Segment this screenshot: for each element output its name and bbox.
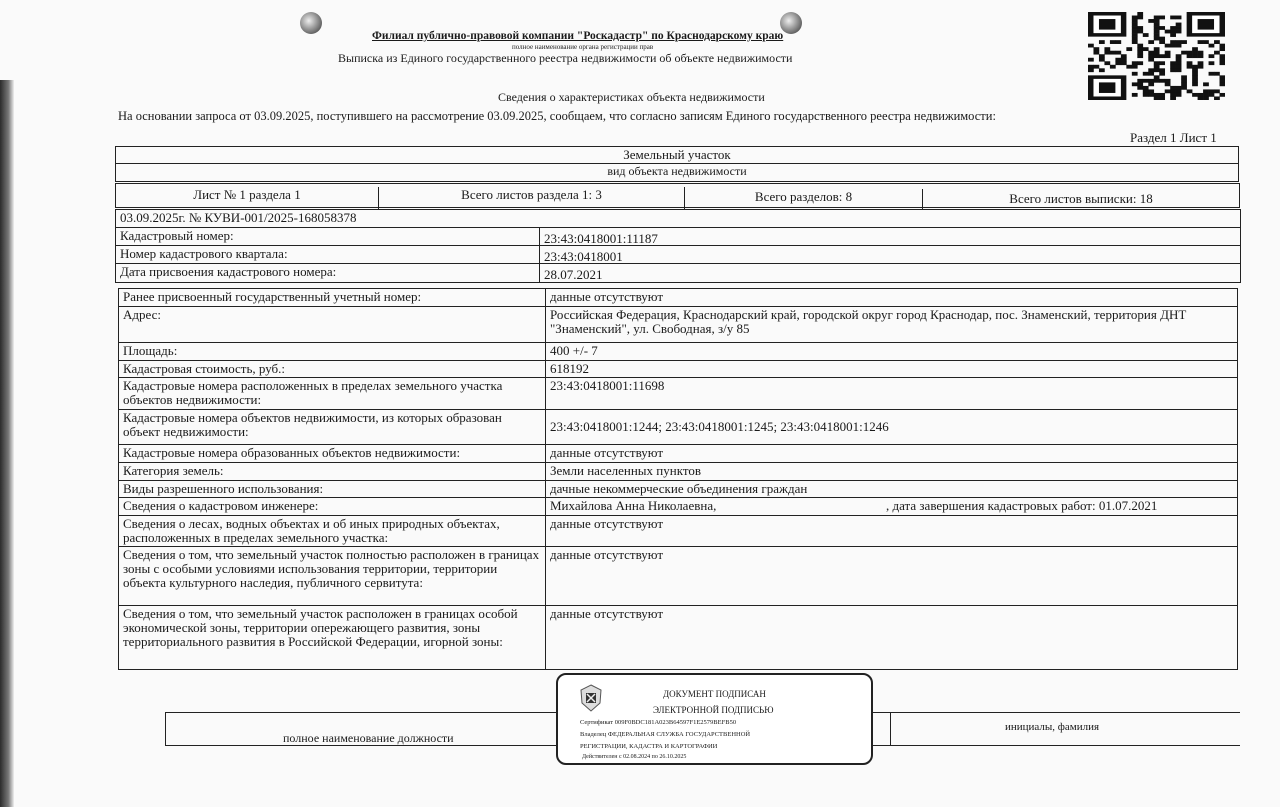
table-row [119, 547, 1238, 606]
signature-divider [165, 712, 166, 745]
table-row [119, 463, 1238, 481]
detail-value: данные отсутствуют [546, 445, 1238, 463]
assignment-date-label: Дата присвоения кадастрового номера: [116, 264, 540, 282]
detail-label: Категория земель: [119, 463, 546, 481]
detail-value: данные отсутствуют [546, 516, 1238, 547]
stamp-owner-2: РЕГИСТРАЦИИ, КАДАСТРА И КАРТОГРАФИИ [580, 743, 718, 750]
table-row [119, 498, 1238, 516]
detail-value: данные отсутствуют [546, 606, 1238, 670]
table-row [119, 410, 1238, 445]
sheets-row [115, 183, 1240, 208]
total-sections: Всего разделов: 8 [685, 189, 923, 209]
cadastral-number-value: 23:43:0418001:11187 [540, 228, 1240, 246]
sheet-number: Лист № 1 раздела 1 [116, 187, 379, 209]
emblem-icon [576, 681, 606, 715]
detail-value: Земли населенных пунктов [546, 463, 1238, 481]
detail-value: данные отсутствуют [546, 289, 1238, 307]
detail-label: Кадастровые номера объектов недвижимости, из которых образован объект недвижимости: [119, 410, 546, 445]
detail-label: Кадастровые номера расположенных в пределах земельного участка объектов недвижимости: [119, 378, 546, 410]
detail-label: Адрес: [119, 307, 546, 343]
detail-value: 618192 [546, 361, 1238, 378]
table-row [119, 378, 1238, 410]
table-row [119, 307, 1238, 343]
detail-label: Ранее присвоенный государственный учетный номер: [119, 289, 546, 307]
assignment-date-value: 28.07.2021 [544, 267, 603, 282]
quarter-number-label: Номер кадастрового квартала: [116, 246, 540, 264]
detail-value: 23:43:0418001:11698 [546, 378, 1238, 410]
electronic-signature-stamp [556, 673, 873, 765]
page-edge [0, 80, 14, 807]
table-row [119, 481, 1238, 498]
works-completion-date: , дата завершения кадастровых работ: 01.07.2021 [886, 498, 1158, 513]
position-caption: полное наименование должности [283, 731, 454, 745]
table-row [119, 289, 1238, 307]
stamp-validity: Действителен с 02.08.2024 по 26.10.2025 [582, 754, 687, 760]
quarter-number-value: 23:43:0418001 [540, 246, 1240, 264]
organization-caption: полное наименование органа регистрации прав [512, 43, 654, 51]
detail-value: Российская Федерация, Краснодарский край, городской округ город Краснодар, пос. Знаменский, территория ДНТ "Знаменский", ул. Свободная, з/у 85 [546, 307, 1238, 343]
signature-divider [890, 712, 891, 745]
table-row [119, 445, 1238, 463]
basic-info-block [115, 209, 1241, 283]
total-section-sheets: Всего листов раздела 1: 3 [379, 187, 685, 209]
detail-value: 400 +/- 7 [546, 343, 1238, 361]
object-type: Земельный участок [116, 147, 1238, 164]
detail-label: Сведения о кадастровом инженере: [119, 498, 546, 516]
detail-label: Сведения о лесах, водных объектах и об иных природных объектах, расположенных в пределах земельного участка: [119, 516, 546, 547]
object-type-box [115, 146, 1239, 182]
detail-label: Сведения о том, что земельный участок полностью расположен в границах зоны с особыми условиями использования территории, территории объекта культурного наследия, публичного сервитута: [119, 547, 546, 606]
stamp-owner: Владелец ФЕДЕРАЛЬНАЯ СЛУЖБА ГОСУДАРСТВЕННОЙ [580, 731, 751, 738]
table-row [119, 516, 1238, 547]
stamp-line1: ДОКУМЕНТ ПОДПИСАН [663, 689, 766, 699]
request-number: 03.09.2025г. № КУВИ-001/2025-168058378 [116, 210, 1240, 228]
detail-label: Площадь: [119, 343, 546, 361]
detail-value [546, 498, 1238, 516]
detail-value: данные отсутствуют [546, 547, 1238, 606]
detail-value: 23:43:0418001:1244; 23:43:0418001:1245; 23:43:0418001:1246 [546, 410, 1238, 445]
section-title: Сведения о характеристиках объекта недвижимости [498, 90, 765, 104]
details-table [118, 288, 1238, 670]
document-title: Выписка из Единого государственного реестра недвижимости об объекте недвижимости [338, 51, 793, 65]
name-caption: инициалы, фамилия [1005, 721, 1100, 733]
binder-clip [300, 12, 322, 34]
engineer-name: Михайлова Анна Николаевна, [550, 498, 717, 513]
table-row [119, 343, 1238, 361]
detail-label: Сведения о том, что земельный участок расположен в границах особой экономической зоны, территории опережающего развития, зоны территориального развития в Российской Федерации, игорной зоны: [119, 606, 546, 670]
detail-label: Кадастровая стоимость, руб.: [119, 361, 546, 378]
detail-label: Виды разрешенного использования: [119, 481, 546, 498]
intro-text: На основании запроса от 03.09.2025, поступившего на рассмотрение 03.09.2025, сообщаем, что согласно записям Единого государственного реестра недвижимости: [118, 109, 996, 123]
organization-name: Филиал публично-правовой компании "Роскадастр" по Краснодарскому краю [372, 30, 784, 42]
section-sheet-label: Раздел 1 Лист 1 [1130, 130, 1217, 145]
detail-label: Кадастровые номера образованных объектов недвижимости: [119, 445, 546, 463]
object-type-caption: вид объекта недвижимости [607, 164, 747, 178]
table-row [119, 361, 1238, 378]
stamp-line2: ЭЛЕКТРОННОЙ ПОДПИСЬЮ [653, 705, 774, 715]
stamp-certificate: Сертификат 009F0BDC181A023B64597F1E2579BEFB50 [580, 719, 737, 726]
total-extract-sheets: Всего листов выписки: 18 [1009, 191, 1153, 206]
qr-code [1088, 12, 1225, 100]
cadastral-number-label: Кадастровый номер: [116, 228, 540, 246]
detail-value: дачные некоммерческие объединения граждан [546, 481, 1238, 498]
table-row [119, 606, 1238, 670]
binder-clip [780, 12, 802, 34]
